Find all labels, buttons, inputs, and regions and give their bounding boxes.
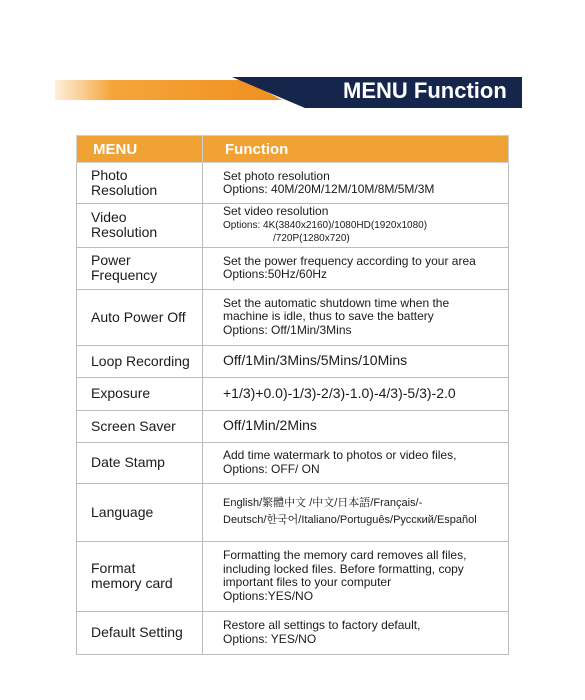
table-row bbox=[77, 204, 509, 248]
menu-cell bbox=[77, 611, 203, 654]
menu-text: Power bbox=[91, 252, 131, 268]
function-cell bbox=[203, 289, 509, 345]
menu-cell bbox=[77, 163, 203, 204]
function-text: Formatting the memory card removes all files, bbox=[223, 548, 467, 562]
menu-text: Frequency bbox=[91, 267, 158, 283]
menu-text: Resolution bbox=[91, 182, 158, 198]
menu-text: Auto Power Off bbox=[91, 308, 186, 325]
menu-text: Date Stamp bbox=[91, 454, 165, 470]
function-text: Options: 40M/20M/12M/10M/8M/5M/3M bbox=[223, 182, 435, 196]
table-row bbox=[77, 541, 509, 611]
menu-function-table bbox=[76, 135, 509, 655]
function-cell bbox=[203, 442, 509, 483]
table-row bbox=[77, 611, 509, 654]
function-text: /720P(1280x720) bbox=[273, 233, 350, 244]
function-text: Options: YES/NO bbox=[223, 631, 317, 646]
function-text: including locked files. Before formatting, copy bbox=[223, 561, 464, 576]
function-text: Options:50Hz/60Hz bbox=[223, 267, 328, 281]
menu-text: Format bbox=[91, 560, 136, 576]
function-text: Set the power frequency according to your area bbox=[223, 253, 476, 268]
menu-text: Exposure bbox=[91, 385, 151, 401]
function-text: important files to your computer bbox=[223, 575, 392, 589]
menu-cell bbox=[77, 541, 203, 611]
table-row bbox=[77, 442, 509, 483]
function-text: Set video resolution bbox=[223, 204, 329, 218]
function-text: +1/3)+0.0)-1/3)-2/3)-1.0)-4/3)-5/3)-2.0 bbox=[223, 384, 456, 401]
menu-cell bbox=[77, 442, 203, 483]
function-text: Deutsch/한국어/Italiano/Português/Русский/Español bbox=[223, 514, 477, 526]
table-row bbox=[77, 410, 509, 442]
page-title: MENU Function bbox=[343, 78, 507, 103]
menu-cell bbox=[77, 289, 203, 345]
function-text: Set the automatic shutdown time when the bbox=[223, 295, 450, 310]
function-cell bbox=[203, 377, 509, 410]
table-row bbox=[77, 377, 509, 410]
menu-cell bbox=[77, 204, 203, 248]
column-header-function: Function bbox=[203, 136, 509, 163]
menu-text: Screen Saver bbox=[91, 417, 176, 434]
menu-cell bbox=[77, 483, 203, 541]
function-cell bbox=[203, 204, 509, 248]
function-text: English/繁體中文 /中文/日本語/Français/- bbox=[223, 497, 423, 509]
function-cell bbox=[203, 163, 509, 204]
function-cell bbox=[203, 483, 509, 541]
function-text: Off/1Min/2Mins bbox=[223, 417, 317, 434]
function-cell bbox=[203, 345, 509, 377]
table-header-row bbox=[77, 136, 509, 163]
function-text: Options: Off/1Min/3Mins bbox=[223, 322, 352, 337]
function-text: Add time watermark to photos or video files, bbox=[223, 448, 457, 462]
menu-text: Loop Recording bbox=[91, 352, 190, 369]
menu-cell bbox=[77, 410, 203, 442]
column-header-menu: MENU bbox=[77, 136, 203, 163]
menu-text: Video bbox=[91, 209, 127, 226]
menu-text: Language bbox=[91, 503, 154, 520]
table-row bbox=[77, 289, 509, 345]
menu-text: memory card bbox=[91, 575, 173, 591]
function-cell bbox=[203, 247, 509, 289]
menu-function-table-container bbox=[76, 135, 508, 655]
function-cell bbox=[203, 410, 509, 442]
function-text: Options: OFF/ ON bbox=[223, 461, 320, 476]
table-row bbox=[77, 163, 509, 204]
menu-text: Resolution bbox=[91, 224, 158, 241]
function-cell bbox=[203, 611, 509, 654]
menu-text: Default Setting bbox=[91, 624, 183, 640]
function-text: Off/1Min/3Mins/5Mins/10Mins bbox=[223, 352, 408, 369]
function-text: Restore all settings to factory default, bbox=[223, 618, 421, 632]
function-text: Options:YES/NO bbox=[223, 588, 314, 603]
function-text: Options: 4K(3840x2160)/1080HD(1920x1080) bbox=[223, 219, 428, 231]
table-row bbox=[77, 483, 509, 541]
table-row bbox=[77, 345, 509, 377]
table-row bbox=[77, 247, 509, 289]
menu-text: Photo bbox=[91, 167, 128, 183]
menu-cell bbox=[77, 345, 203, 377]
menu-cell bbox=[77, 377, 203, 410]
menu-cell bbox=[77, 247, 203, 289]
function-text: Set photo resolution bbox=[223, 168, 330, 183]
function-text: machine is idle, thus to save the battery bbox=[223, 309, 434, 324]
function-cell bbox=[203, 541, 509, 611]
